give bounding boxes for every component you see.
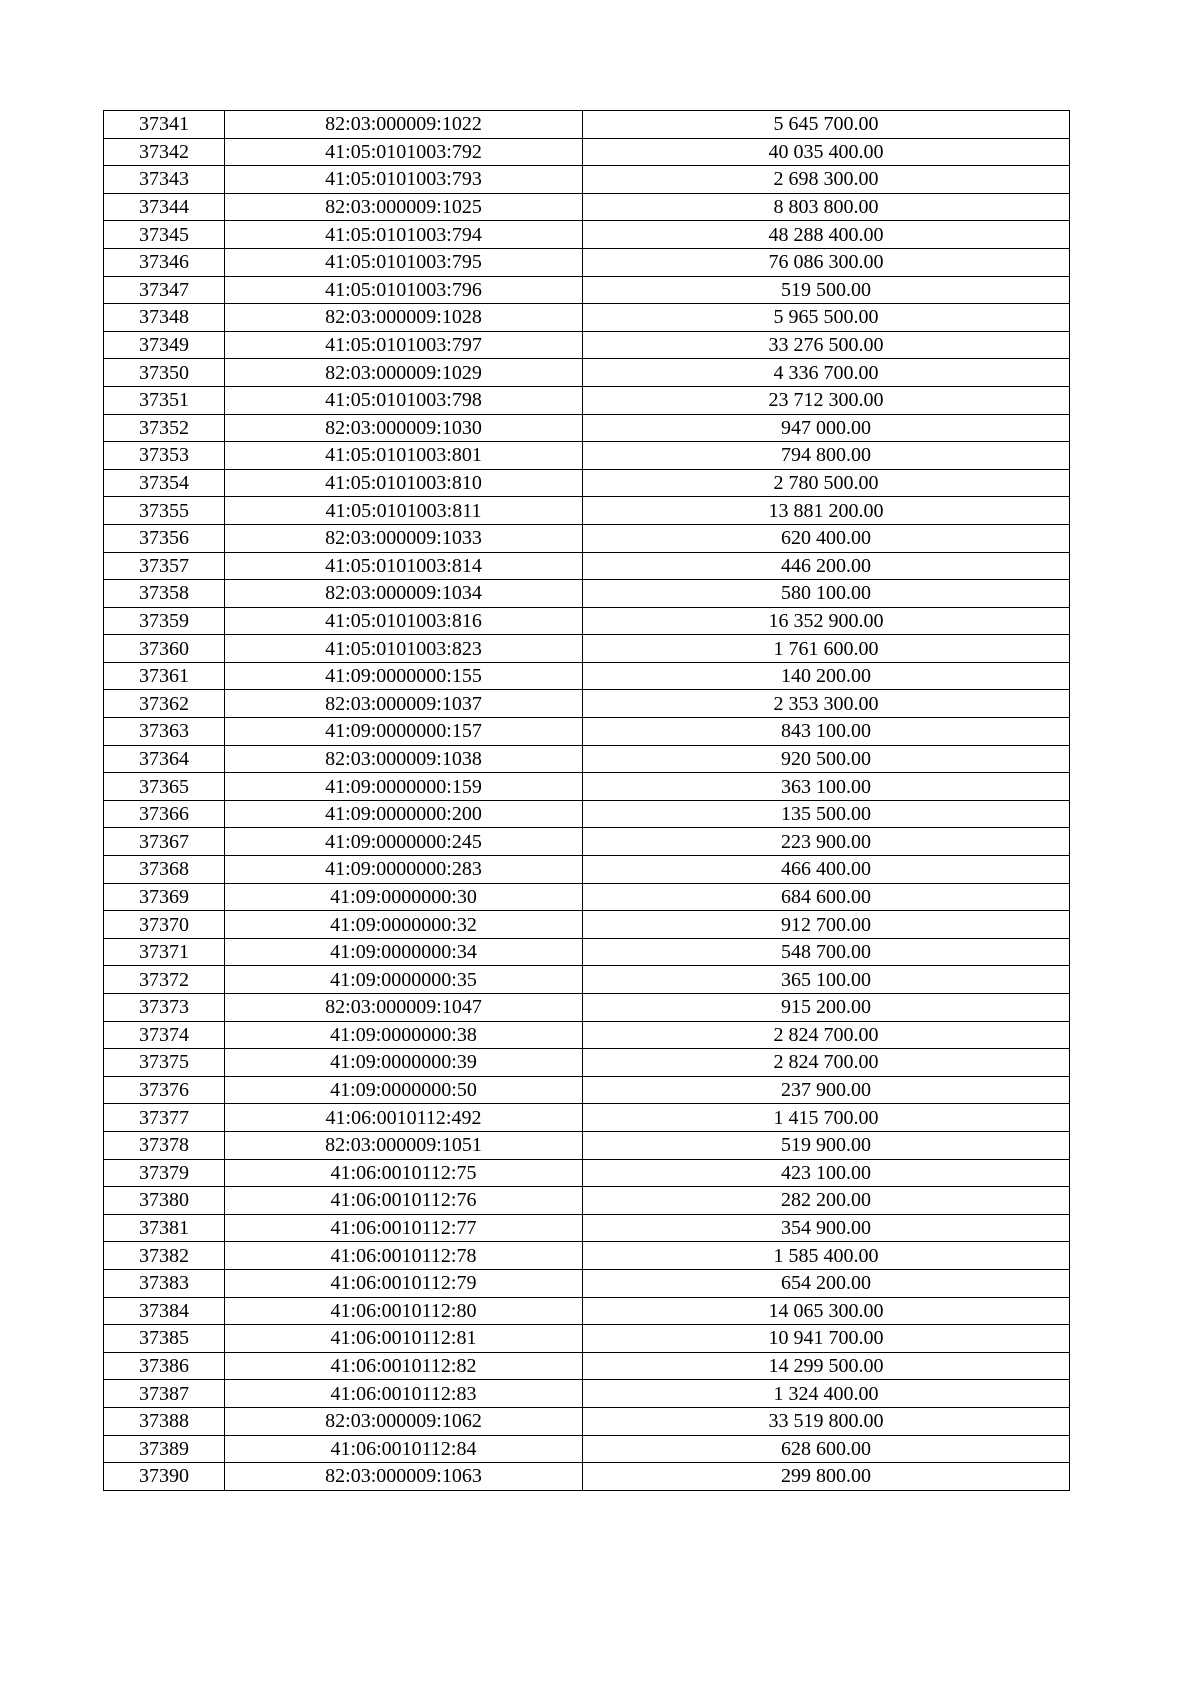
cadastral-number-cell: 41:06:0010112:492 — [225, 1104, 583, 1132]
table-row — [104, 635, 1070, 663]
cadastral-number-cell: 41:05:0101003:798 — [225, 386, 583, 414]
cadastral-value-cell: 684 600.00 — [583, 883, 1070, 911]
cadastral-number-cell: 41:05:0101003:792 — [225, 138, 583, 166]
cadastral-value-cell: 628 600.00 — [583, 1435, 1070, 1463]
table-row — [104, 414, 1070, 442]
cadastral-number-cell: 41:09:0000000:34 — [225, 938, 583, 966]
row-number-cell: 37353 — [104, 442, 225, 470]
cadastral-value-cell: 299 800.00 — [583, 1463, 1070, 1491]
row-number-cell: 37373 — [104, 994, 225, 1022]
cadastral-number-cell: 41:09:0000000:50 — [225, 1076, 583, 1104]
table-row — [104, 1435, 1070, 1463]
cadastral-number-cell: 41:05:0101003:797 — [225, 331, 583, 359]
cadastral-number-cell: 82:03:000009:1034 — [225, 580, 583, 608]
table-row — [104, 193, 1070, 221]
row-number-cell: 37369 — [104, 883, 225, 911]
cadastral-value-cell: 8 803 800.00 — [583, 193, 1070, 221]
cadastral-number-cell: 41:05:0101003:816 — [225, 607, 583, 635]
cadastral-value-cell: 13 881 200.00 — [583, 497, 1070, 525]
cadastral-value-cell: 1 761 600.00 — [583, 635, 1070, 663]
cadastral-number-cell: 41:05:0101003:814 — [225, 552, 583, 580]
table-row — [104, 469, 1070, 497]
row-number-cell: 37355 — [104, 497, 225, 525]
row-number-cell: 37349 — [104, 331, 225, 359]
cadastral-number-cell: 41:06:0010112:84 — [225, 1435, 583, 1463]
cadastral-value-cell: 2 698 300.00 — [583, 166, 1070, 194]
cadastral-value-cell: 1 585 400.00 — [583, 1242, 1070, 1270]
row-number-cell: 37375 — [104, 1049, 225, 1077]
cadastral-number-cell: 82:03:000009:1047 — [225, 994, 583, 1022]
table-row — [104, 1352, 1070, 1380]
cadastral-value-cell: 843 100.00 — [583, 718, 1070, 746]
cadastral-value-cell: 40 035 400.00 — [583, 138, 1070, 166]
cadastral-number-cell: 82:03:000009:1029 — [225, 359, 583, 387]
cadastral-value-cell: 519 500.00 — [583, 276, 1070, 304]
cadastral-number-cell: 41:06:0010112:82 — [225, 1352, 583, 1380]
table-row — [104, 828, 1070, 856]
cadastral-value-cell: 140 200.00 — [583, 662, 1070, 690]
cadastral-number-cell: 82:03:000009:1028 — [225, 304, 583, 332]
cadastral-value-cell: 920 500.00 — [583, 745, 1070, 773]
table-row — [104, 1463, 1070, 1491]
cadastral-value-cell: 5 965 500.00 — [583, 304, 1070, 332]
row-number-cell: 37390 — [104, 1463, 225, 1491]
row-number-cell: 37347 — [104, 276, 225, 304]
cadastral-number-cell: 41:05:0101003:795 — [225, 248, 583, 276]
row-number-cell: 37360 — [104, 635, 225, 663]
cadastral-value-cell: 2 780 500.00 — [583, 469, 1070, 497]
table-row — [104, 1407, 1070, 1435]
table-row — [104, 1187, 1070, 1215]
cadastral-value-cell: 14 065 300.00 — [583, 1297, 1070, 1325]
cadastral-value-table — [103, 110, 1070, 1491]
row-number-cell: 37384 — [104, 1297, 225, 1325]
row-number-cell: 37377 — [104, 1104, 225, 1132]
row-number-cell: 37343 — [104, 166, 225, 194]
row-number-cell: 37354 — [104, 469, 225, 497]
cadastral-value-cell: 620 400.00 — [583, 524, 1070, 552]
row-number-cell: 37352 — [104, 414, 225, 442]
cadastral-number-cell: 41:06:0010112:76 — [225, 1187, 583, 1215]
cadastral-value-cell: 48 288 400.00 — [583, 221, 1070, 249]
table-row — [104, 856, 1070, 884]
cadastral-number-cell: 41:09:0000000:39 — [225, 1049, 583, 1077]
cadastral-number-cell: 41:05:0101003:823 — [225, 635, 583, 663]
cadastral-number-cell: 41:05:0101003:796 — [225, 276, 583, 304]
cadastral-number-cell: 82:03:000009:1062 — [225, 1407, 583, 1435]
row-number-cell: 37388 — [104, 1407, 225, 1435]
cadastral-value-cell: 580 100.00 — [583, 580, 1070, 608]
row-number-cell: 37346 — [104, 248, 225, 276]
row-number-cell: 37365 — [104, 773, 225, 801]
cadastral-value-cell: 76 086 300.00 — [583, 248, 1070, 276]
row-number-cell: 37389 — [104, 1435, 225, 1463]
row-number-cell: 37359 — [104, 607, 225, 635]
table-row — [104, 1269, 1070, 1297]
table-row — [104, 1297, 1070, 1325]
table-row — [104, 800, 1070, 828]
table-row — [104, 331, 1070, 359]
table-row — [104, 607, 1070, 635]
cadastral-number-cell: 82:03:000009:1030 — [225, 414, 583, 442]
table-body — [104, 111, 1070, 1491]
table-row — [104, 745, 1070, 773]
table-row — [104, 690, 1070, 718]
cadastral-number-cell: 41:06:0010112:83 — [225, 1380, 583, 1408]
cadastral-value-cell: 16 352 900.00 — [583, 607, 1070, 635]
cadastral-number-cell: 41:05:0101003:794 — [225, 221, 583, 249]
table-row — [104, 773, 1070, 801]
cadastral-number-cell: 82:03:000009:1037 — [225, 690, 583, 718]
cadastral-number-cell: 41:06:0010112:77 — [225, 1214, 583, 1242]
cadastral-number-cell: 41:05:0101003:793 — [225, 166, 583, 194]
cadastral-number-cell: 41:05:0101003:801 — [225, 442, 583, 470]
cadastral-value-cell: 947 000.00 — [583, 414, 1070, 442]
cadastral-value-cell: 2 353 300.00 — [583, 690, 1070, 718]
cadastral-number-cell: 41:06:0010112:79 — [225, 1269, 583, 1297]
table-row — [104, 138, 1070, 166]
cadastral-value-cell: 912 700.00 — [583, 911, 1070, 939]
row-number-cell: 37382 — [104, 1242, 225, 1270]
table-row — [104, 911, 1070, 939]
cadastral-number-cell: 41:09:0000000:32 — [225, 911, 583, 939]
row-number-cell: 37348 — [104, 304, 225, 332]
cadastral-value-cell: 548 700.00 — [583, 938, 1070, 966]
cadastral-value-cell: 33 519 800.00 — [583, 1407, 1070, 1435]
table-row — [104, 580, 1070, 608]
cadastral-value-cell: 4 336 700.00 — [583, 359, 1070, 387]
row-number-cell: 37342 — [104, 138, 225, 166]
row-number-cell: 37341 — [104, 111, 225, 139]
table-row — [104, 994, 1070, 1022]
table-row — [104, 883, 1070, 911]
row-number-cell: 37362 — [104, 690, 225, 718]
table-row — [104, 1214, 1070, 1242]
table-row — [104, 718, 1070, 746]
table-row — [104, 248, 1070, 276]
cadastral-value-cell: 354 900.00 — [583, 1214, 1070, 1242]
row-number-cell: 37363 — [104, 718, 225, 746]
cadastral-number-cell: 82:03:000009:1063 — [225, 1463, 583, 1491]
row-number-cell: 37370 — [104, 911, 225, 939]
cadastral-number-cell: 82:03:000009:1033 — [225, 524, 583, 552]
table-row — [104, 221, 1070, 249]
cadastral-number-cell: 41:09:0000000:155 — [225, 662, 583, 690]
cadastral-number-cell: 82:03:000009:1025 — [225, 193, 583, 221]
cadastral-number-cell: 41:09:0000000:35 — [225, 966, 583, 994]
row-number-cell: 37344 — [104, 193, 225, 221]
cadastral-value-cell: 237 900.00 — [583, 1076, 1070, 1104]
row-number-cell: 37374 — [104, 1021, 225, 1049]
table-row — [104, 524, 1070, 552]
cadastral-value-cell: 423 100.00 — [583, 1159, 1070, 1187]
cadastral-value-cell: 915 200.00 — [583, 994, 1070, 1022]
cadastral-number-cell: 82:03:000009:1038 — [225, 745, 583, 773]
row-number-cell: 37371 — [104, 938, 225, 966]
row-number-cell: 37350 — [104, 359, 225, 387]
row-number-cell: 37358 — [104, 580, 225, 608]
table-row — [104, 1242, 1070, 1270]
row-number-cell: 37351 — [104, 386, 225, 414]
cadastral-number-cell: 41:05:0101003:811 — [225, 497, 583, 525]
table-row — [104, 938, 1070, 966]
table-row — [104, 304, 1070, 332]
cadastral-value-cell: 794 800.00 — [583, 442, 1070, 470]
cadastral-number-cell: 41:06:0010112:75 — [225, 1159, 583, 1187]
row-number-cell: 37379 — [104, 1159, 225, 1187]
table-row — [104, 386, 1070, 414]
cadastral-value-cell: 223 900.00 — [583, 828, 1070, 856]
cadastral-number-cell: 41:09:0000000:30 — [225, 883, 583, 911]
table-row — [104, 1380, 1070, 1408]
cadastral-value-cell: 135 500.00 — [583, 800, 1070, 828]
row-number-cell: 37378 — [104, 1131, 225, 1159]
cadastral-value-cell: 2 824 700.00 — [583, 1049, 1070, 1077]
cadastral-value-cell: 1 324 400.00 — [583, 1380, 1070, 1408]
table-row — [104, 1131, 1070, 1159]
table-row — [104, 276, 1070, 304]
row-number-cell: 37376 — [104, 1076, 225, 1104]
table-row — [104, 1021, 1070, 1049]
row-number-cell: 37381 — [104, 1214, 225, 1242]
cadastral-value-cell: 446 200.00 — [583, 552, 1070, 580]
cadastral-number-cell: 41:06:0010112:80 — [225, 1297, 583, 1325]
table-row — [104, 442, 1070, 470]
row-number-cell: 37366 — [104, 800, 225, 828]
cadastral-value-cell: 363 100.00 — [583, 773, 1070, 801]
row-number-cell: 37364 — [104, 745, 225, 773]
table-row — [104, 1049, 1070, 1077]
cadastral-value-cell: 10 941 700.00 — [583, 1325, 1070, 1353]
table-row — [104, 1076, 1070, 1104]
cadastral-value-cell: 519 900.00 — [583, 1131, 1070, 1159]
table-row — [104, 966, 1070, 994]
cadastral-number-cell: 41:06:0010112:81 — [225, 1325, 583, 1353]
table-row — [104, 1159, 1070, 1187]
cadastral-number-cell: 41:09:0000000:200 — [225, 800, 583, 828]
cadastral-value-cell: 23 712 300.00 — [583, 386, 1070, 414]
row-number-cell: 37380 — [104, 1187, 225, 1215]
table-row — [104, 497, 1070, 525]
cadastral-number-cell: 41:09:0000000:157 — [225, 718, 583, 746]
row-number-cell: 37345 — [104, 221, 225, 249]
row-number-cell: 37386 — [104, 1352, 225, 1380]
row-number-cell: 37387 — [104, 1380, 225, 1408]
cadastral-number-cell: 41:09:0000000:38 — [225, 1021, 583, 1049]
table-row — [104, 166, 1070, 194]
cadastral-value-cell: 1 415 700.00 — [583, 1104, 1070, 1132]
cadastral-number-cell: 41:06:0010112:78 — [225, 1242, 583, 1270]
row-number-cell: 37383 — [104, 1269, 225, 1297]
cadastral-number-cell: 41:09:0000000:245 — [225, 828, 583, 856]
row-number-cell: 37368 — [104, 856, 225, 884]
table-row — [104, 1104, 1070, 1132]
cadastral-value-cell: 466 400.00 — [583, 856, 1070, 884]
row-number-cell: 37367 — [104, 828, 225, 856]
table-row — [104, 662, 1070, 690]
table-row — [104, 552, 1070, 580]
cadastral-value-cell: 14 299 500.00 — [583, 1352, 1070, 1380]
cadastral-value-cell: 365 100.00 — [583, 966, 1070, 994]
cadastral-number-cell: 82:03:000009:1051 — [225, 1131, 583, 1159]
cadastral-value-cell: 5 645 700.00 — [583, 111, 1070, 139]
cadastral-number-cell: 41:09:0000000:283 — [225, 856, 583, 884]
table-row — [104, 111, 1070, 139]
row-number-cell: 37361 — [104, 662, 225, 690]
row-number-cell: 37372 — [104, 966, 225, 994]
cadastral-number-cell: 82:03:000009:1022 — [225, 111, 583, 139]
table-row — [104, 1325, 1070, 1353]
cadastral-value-cell: 33 276 500.00 — [583, 331, 1070, 359]
table-row — [104, 359, 1070, 387]
cadastral-value-cell: 282 200.00 — [583, 1187, 1070, 1215]
row-number-cell: 37356 — [104, 524, 225, 552]
cadastral-number-cell: 41:05:0101003:810 — [225, 469, 583, 497]
row-number-cell: 37357 — [104, 552, 225, 580]
cadastral-value-cell: 2 824 700.00 — [583, 1021, 1070, 1049]
cadastral-number-cell: 41:09:0000000:159 — [225, 773, 583, 801]
row-number-cell: 37385 — [104, 1325, 225, 1353]
cadastral-value-cell: 654 200.00 — [583, 1269, 1070, 1297]
